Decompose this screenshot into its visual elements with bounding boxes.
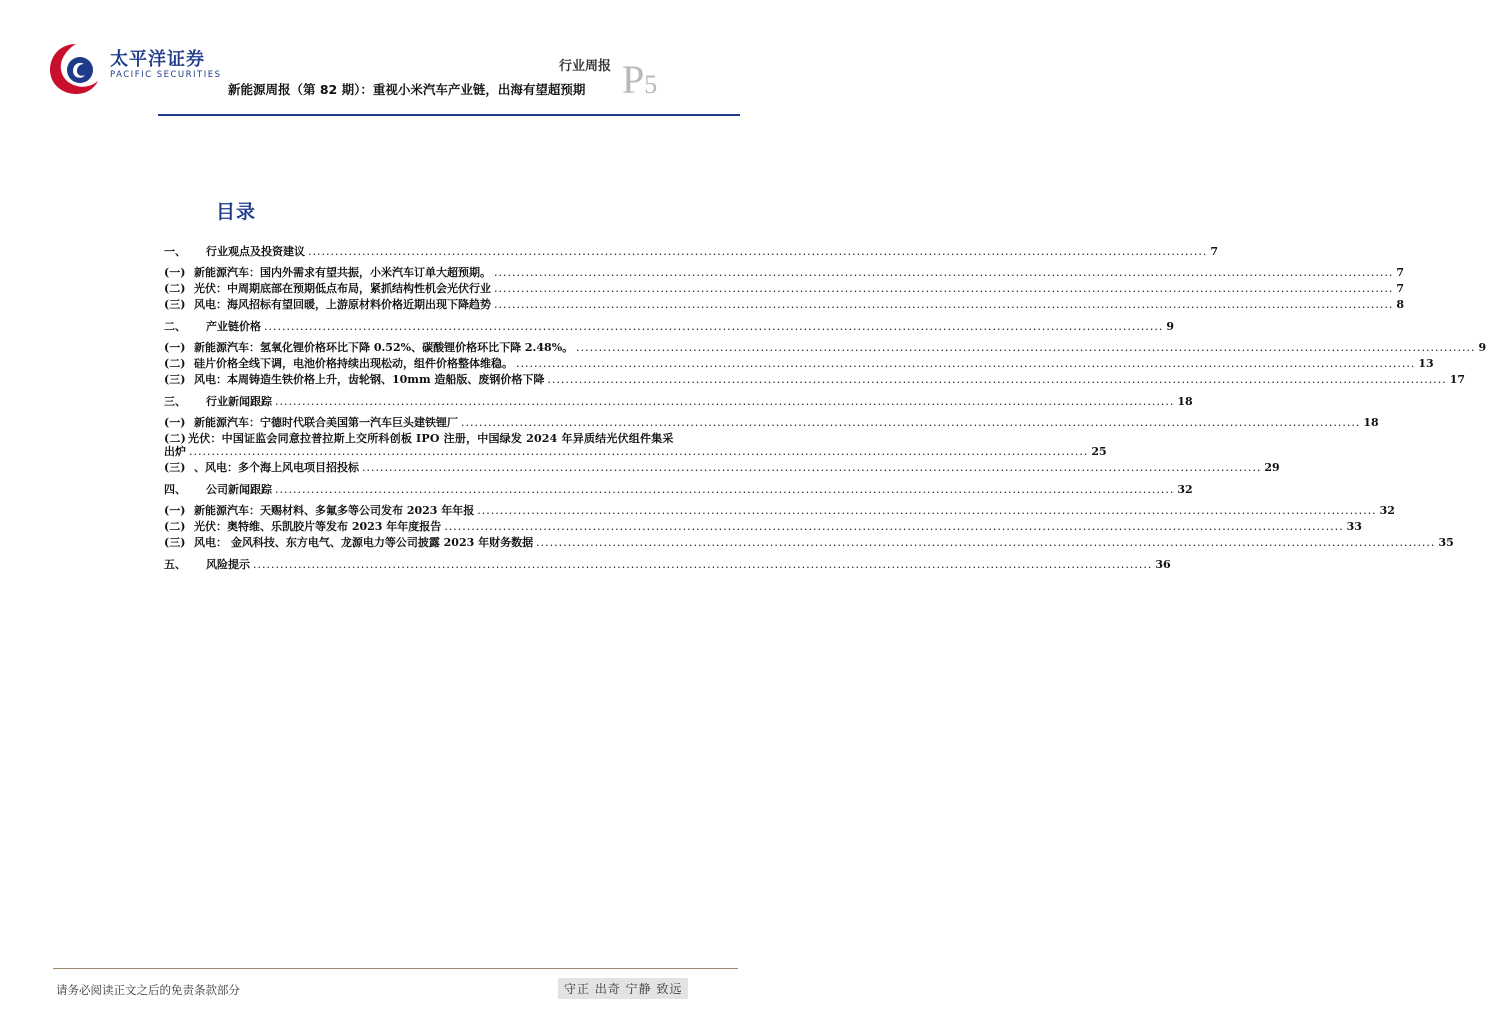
toc-entry-page: 7 — [1396, 266, 1404, 279]
toc-entry-prefix: 二、 — [164, 320, 186, 333]
toc-leader-dots — [547, 373, 1446, 386]
toc-leader-dots — [253, 558, 1152, 571]
toc-entry-page: 7 — [1396, 282, 1404, 295]
toc-entry-3[interactable] — [164, 395, 1193, 408]
toc-entry-page: 32 — [1379, 504, 1395, 517]
toc-entry-page: 36 — [1155, 558, 1171, 571]
toc-entry-prefix: 三、 — [164, 395, 186, 408]
toc-entry-page: 32 — [1177, 483, 1193, 496]
toc-entry-page: 13 — [1418, 357, 1434, 370]
toc-entry-prefix: (二) — [164, 520, 186, 533]
toc-leader-dots — [275, 483, 1174, 496]
toc-entry-text: 风险提示 — [206, 558, 250, 571]
toc-entry-prefix: (三) — [164, 298, 186, 311]
page-badge — [622, 57, 658, 102]
toc-entry-3-2[interactable] — [164, 432, 1107, 458]
toc-entry-text: 风电：本周铸造生铁价格上升，齿轮钢、10mm 造船版、废钢价格下降 — [194, 373, 545, 386]
page-badge-number: 5 — [644, 70, 658, 99]
toc-entry-page: 17 — [1449, 373, 1466, 386]
toc-entry-page: 29 — [1264, 461, 1280, 474]
toc-entry-text: 行业观点及投资建议 — [206, 245, 305, 258]
page-badge-letter: P — [622, 57, 645, 102]
toc-entry-wrap-first-line — [164, 432, 737, 445]
toc-entry-prefix: (一) — [164, 341, 186, 354]
toc-leader-dots — [264, 320, 1163, 333]
toc-title: 目录 — [216, 201, 257, 223]
toc-entry-prefix: (一) — [164, 504, 186, 517]
toc-entry-1-3[interactable] — [164, 298, 1404, 311]
toc-entry-prefix: (二) — [164, 432, 187, 445]
toc-entry-text: 光伏：奥特维、乐凯胶片等发布 2023 年年度报告 — [194, 520, 442, 533]
toc-entry-page: 9 — [1166, 320, 1174, 333]
report-title: 新能源周报（第 82 期）：重视小米汽车产业链，出海有望超预期 — [228, 82, 586, 97]
toc-entry-continuation: 出炉 — [164, 445, 186, 458]
toc-entry-text: 硅片价格全线下调，电池价格持续出现松动，组件价格整体维稳。 — [194, 357, 513, 370]
toc-entry-4-2[interactable] — [164, 520, 1362, 533]
footer-motto: 守正 出奇 宁静 致远 — [558, 978, 688, 999]
toc-leader-dots — [461, 416, 1360, 429]
toc-entry-prefix: (一) — [164, 266, 186, 279]
toc-entry-prefix: (三) — [164, 373, 186, 386]
footer-divider — [53, 968, 738, 969]
toc-entry-3-3[interactable] — [164, 461, 1280, 474]
toc-entry-4-3[interactable] — [164, 536, 1454, 549]
toc-entry-text: 、风电：多个海上风电项目招投标 — [194, 461, 359, 474]
toc-entry-text: 产业链价格 — [206, 320, 261, 333]
toc-entry-2-1[interactable] — [164, 341, 1486, 354]
toc-entry-text: 新能源汽车：国内外需求有望共振，小米汽车订单大超预期。 — [194, 266, 491, 279]
toc-entry-prefix: (三) — [164, 461, 186, 474]
toc-entry-1-1[interactable] — [164, 266, 1404, 279]
toc-leader-dots — [308, 245, 1207, 258]
table-of-contents — [164, 245, 1486, 571]
toc-leader-dots — [494, 266, 1393, 279]
toc-leader-dots — [576, 341, 1475, 354]
toc-entry-prefix: 五、 — [164, 558, 186, 571]
toc-entry-text: 光伏：中国证监会同意拉普拉斯上交所科创板 IPO 注册，中国绿发 2024 年异质结光伏组件集采 — [188, 432, 674, 445]
toc-entry-1[interactable] — [164, 245, 1218, 258]
toc-entry-2-3[interactable] — [164, 373, 1466, 386]
toc-entry-page: 8 — [1396, 298, 1404, 311]
toc-leader-dots — [494, 298, 1393, 311]
toc-leader-dots — [494, 282, 1393, 295]
toc-entry-page: 18 — [1177, 395, 1193, 408]
toc-entry-page: 33 — [1346, 520, 1362, 533]
logo-cn-text: 太平洋证券 — [110, 49, 205, 70]
toc-entry-text: 光伏：中周期底部在预期低点布局，紧抓结构性机会光伏行业 — [194, 282, 491, 295]
toc-entry-page: 25 — [1091, 445, 1107, 458]
toc-entry-page: 35 — [1438, 536, 1454, 549]
toc-leader-dots — [275, 395, 1174, 408]
toc-leader-dots — [536, 536, 1435, 549]
toc-leader-dots — [516, 357, 1415, 370]
toc-entry-5[interactable] — [164, 558, 1171, 571]
toc-entry-text: 风电： 金风科技、东方电气、龙源电力等公司披露 2023 年财务数据 — [194, 536, 534, 549]
toc-leader-dots — [477, 504, 1376, 517]
toc-entry-3-1[interactable] — [164, 416, 1379, 429]
toc-entry-page: 18 — [1363, 416, 1379, 429]
toc-entry-page: 9 — [1478, 341, 1486, 354]
toc-entry-4-1[interactable] — [164, 504, 1395, 517]
toc-entry-text: 行业新闻跟踪 — [206, 395, 272, 408]
logo-mark-icon — [46, 40, 106, 96]
toc-entry-1-2[interactable] — [164, 282, 1404, 295]
toc-entry-wrap-second-line — [164, 445, 1107, 458]
toc-entry-text: 新能源汽车：氢氧化锂价格环比下降 0.52%、碳酸锂价格环比下降 2.48%。 — [194, 341, 574, 354]
toc-leader-dots — [189, 445, 1088, 458]
toc-entry-text: 新能源汽车：天赐材料、多氟多等公司发布 2023 年年报 — [194, 504, 475, 517]
company-logo — [46, 40, 236, 96]
toc-entry-prefix: 四、 — [164, 483, 186, 496]
toc-leader-dots — [444, 520, 1343, 533]
footer-disclaimer: 请务必阅读正文之后的免责条款部分 — [56, 983, 240, 997]
header-divider — [158, 114, 740, 116]
toc-entry-4[interactable] — [164, 483, 1193, 496]
toc-entry-prefix: (一) — [164, 416, 186, 429]
toc-entry-page: 7 — [1210, 245, 1218, 258]
toc-entry-prefix: (二) — [164, 282, 186, 295]
report-type: 行业周报 — [558, 59, 611, 74]
toc-entry-2[interactable] — [164, 320, 1174, 333]
toc-entry-prefix: (三) — [164, 536, 186, 549]
toc-entry-prefix: 一、 — [164, 245, 186, 258]
toc-entry-text: 风电：海风招标有望回暖，上游原材料价格近期出现下降趋势 — [194, 298, 491, 311]
toc-entry-prefix: (二) — [164, 357, 186, 370]
toc-leader-dots — [362, 461, 1261, 474]
toc-entry-text: 新能源汽车：宁德时代联合美国第一汽车巨头建铁锂厂 — [194, 416, 458, 429]
toc-entry-2-2[interactable] — [164, 357, 1434, 370]
logo-en-text: PACIFIC SECURITIES — [110, 70, 222, 80]
toc-entry-text: 公司新闻跟踪 — [206, 483, 272, 496]
